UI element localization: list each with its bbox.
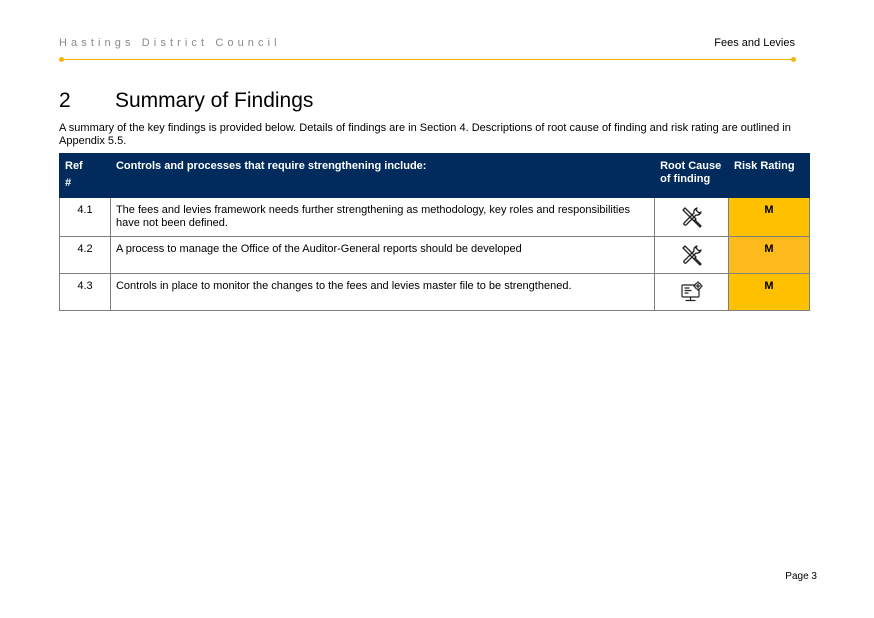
computer-settings-icon — [655, 274, 729, 311]
intro-paragraph: A summary of the key findings is provided below. Details of findings are in Section 4. Descriptions of root cause of finding and risk rating are outlined in Appendix 5.5. — [59, 122, 791, 147]
header-ref — [60, 154, 111, 198]
table-row — [60, 274, 810, 311]
row-description: A process to manage the Office of the Auditor-General reports should be developed — [110, 237, 654, 274]
page-number: Page 3 — [785, 571, 817, 582]
header-description: Controls and processes that require strengthening include: — [110, 154, 654, 198]
header-document-title: Fees and Levies — [714, 37, 795, 49]
risk-badge: M — [729, 198, 810, 237]
section-heading — [59, 89, 313, 113]
header-risk-rating: Risk Rating — [729, 154, 810, 198]
row-ref: 4.3 — [60, 274, 111, 311]
header-rule-dot-right — [791, 57, 796, 62]
risk-badge: M — [729, 237, 810, 274]
section-number: 2 — [59, 89, 71, 112]
header-root-cause: Root Cause of finding — [655, 154, 729, 198]
section-title: Summary of Findings — [115, 89, 314, 112]
row-description: The fees and levies framework needs further strengthening as methodology, key roles and responsibilities have not been defined. — [110, 198, 654, 237]
risk-badge: M — [729, 274, 810, 311]
header-organisation: Hastings District Council — [59, 37, 281, 49]
table-header-row — [60, 154, 810, 198]
tools-icon — [655, 237, 729, 274]
row-ref: 4.1 — [60, 198, 111, 237]
header-ref-label: Ref — [65, 160, 83, 172]
tools-icon — [655, 198, 729, 237]
table-row — [60, 198, 810, 237]
findings-table — [59, 153, 810, 311]
row-ref: 4.2 — [60, 237, 111, 274]
header-ref-hash: # — [65, 177, 72, 189]
table-row — [60, 237, 810, 274]
header-rule — [61, 59, 794, 60]
row-description: Controls in place to monitor the changes to the fees and levies master file to be strengthened. — [110, 274, 654, 311]
